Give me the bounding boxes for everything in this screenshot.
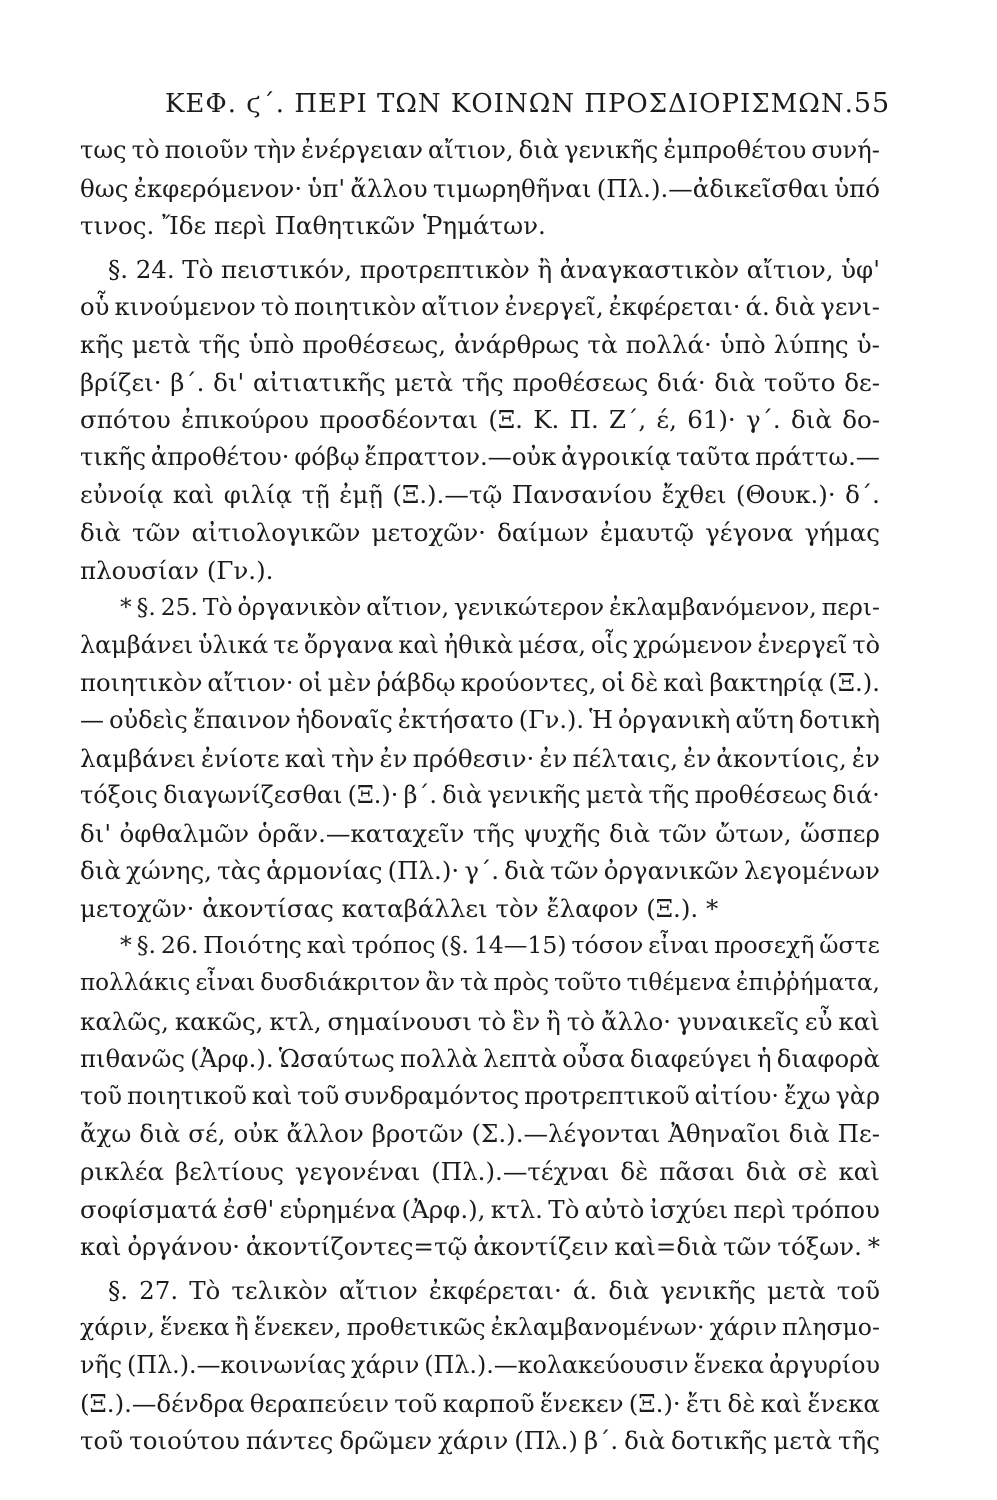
text-line: τινος. Ἴδε περὶ Παθητικῶν Ῥημάτων.	[80, 211, 546, 241]
text-line: δι' ὀφθαλμῶν ὁρᾶν.—καταχεῖν τῆς ψυχῆς διὰ τῶν ὤτων, ὥσπερ	[80, 818, 880, 848]
text-line: θως ἐκφερόμενον· ὑπ' ἄλλου τιμωρηθῆναι (Πλ.).—ἀδικεῖσθαι ὑπό	[80, 173, 880, 203]
text-line: πιθανῶς (Ἀρφ.). Ὡσαύτως πολλὰ λεπτὰ οὖσα διαφεύγει ἡ διαφορὰ	[80, 1044, 880, 1074]
running-header	[165, 88, 891, 128]
section-27-start: §. 27. Τὸ τελικὸν αἴτιον ἐκφέρεται· ά. διὰ γενικῆς μετὰ τοῦ	[108, 1275, 880, 1305]
text-line: οὗ κινούμενον τὸ ποιητικὸν αἴτιον ἐνεργεῖ, ἐκφέρεται· ά. διὰ γενι-	[80, 292, 880, 322]
text-line: ποιητικὸν αἴτιον· οἱ μὲν ῥάβδῳ κρούοντες, οἱ δὲ καὶ βακτηρίᾳ (Ξ.).	[80, 668, 880, 698]
text-line: πλουσίαν (Γν.).	[80, 555, 274, 585]
text-line: τοῦ τοιούτου πάντες δρῶμεν χάριν (Πλ.) β΄. διὰ δοτικῆς μετὰ τῆς	[80, 1426, 880, 1456]
text-line: βρίζει· β΄. δι' αἰτιατικῆς μετὰ τῆς προθέσεως διά· διὰ τοῦτο δε-	[80, 367, 880, 397]
text-line: τοῦ ποιητικοῦ καὶ τοῦ συνδραμόντος προτρεπτικοῦ αἰτίου· ἔχω γὰρ	[80, 1081, 880, 1110]
text-line: διὰ τῶν αἰτιολογικῶν μετοχῶν· δαίμων ἐμαυτῷ γέγονα γήμας	[80, 517, 880, 547]
text-line: νῆς (Πλ.).—κοινωνίας χάριν (Πλ.).—κολακεύουσιν ἕνεκα ἀργυρίου	[80, 1351, 880, 1379]
text-line: καλῶς, κακῶς, κτλ, σημαίνουσι τὸ ἓν ἢ τὸ ἄλλο· γυναικεῖς εὖ καὶ	[80, 1006, 880, 1036]
text-line: σοφίσματά ἐσθ' εὑρημένα (Ἀρφ.), κτλ. Τὸ αὐτὸ ἰσχύει περὶ τρόπου	[80, 1194, 880, 1224]
text-line: ἄχω διὰ σέ, οὐκ ἄλλον βροτῶν (Σ.).—λέγονται Ἀθηναῖοι διὰ Πε-	[80, 1119, 880, 1149]
text-line: πολλάκις εἶναι δυσδιάκριτον ἂν τὰ πρὸς τοῦτο τιθέμενα ἐπιῤῥήματα,	[80, 970, 880, 997]
running-title: ΚΕΦ. ϛ΄. ΠΕΡΙ ΤΩΝ ΚΟΙΝΩΝ ΠΡΟΣΔΙΟΡΙΣΜΩΝ.	[165, 89, 854, 119]
text-line: λαμβάνει ἐνίοτε καὶ τὴν ἐν πρόθεσιν· ἐν πέλταις, ἐν ἀκοντίοις, ἐν	[80, 743, 880, 773]
text-line: — οὐδεὶς ἔπαινον ἡδοναῖς ἐκτήσατο (Γν.). Ἡ ὀργανικὴ αὕτη δοτικὴ	[80, 705, 880, 734]
page-number: 55	[853, 88, 891, 119]
body-text	[80, 132, 880, 1460]
text-line: σπότου ἐπικούρου προσδέονται (Ξ. Κ. Π. Ζ΄, έ, 61)· γ΄. διὰ δο-	[80, 405, 880, 435]
text-line: χάριν, ἕνεκα ἢ ἕνεκεν, προθετικῶς ἐκλαμβανομένων· χάριν πλησμο-	[80, 1313, 880, 1342]
text-line: ρικλέα βελτίους γεγονέναι (Πλ.).—τέχναι δὲ πᾶσαι διὰ σὲ καὶ	[80, 1157, 880, 1187]
text-line: κῆς μετὰ τῆς ὑπὸ προθέσεως, ἀνάρθρως τὰ πολλά· ὑπὸ λύπης ὑ-	[80, 329, 880, 359]
section-24-start: §. 24. Τὸ πειστικόν, προτρεπτικὸν ἢ ἀναγκαστικὸν αἴτιον, ὑφ'	[108, 254, 880, 284]
text-line: τικῆς ἀπροθέτου· φόβῳ ἔπραττον.—οὐκ ἀγροικίᾳ ταῦτα πράττω.—	[80, 442, 880, 471]
section-25-start: * §. 25. Τὸ ὀργανικὸν αἴτιον, γενικώτερον ἐκλαμβανόμενον, περι-	[120, 593, 880, 622]
text-line: (Ξ.).—δένδρα θεραπεύειν τοῦ καρποῦ ἕνεκεν (Ξ.)· ἔτι δὲ καὶ ἕνεκα	[80, 1388, 880, 1418]
text-line: μετοχῶν· ἀκοντίσας καταβάλλει τὸν ἔλαφον (Ξ.). *	[80, 893, 719, 923]
text-line: διὰ χώνης, τὰς ἁρμονίας (Πλ.)· γ΄. διὰ τῶν ὀργανικῶν λεγομένων	[80, 856, 880, 886]
section-26-start: * §. 26. Ποιότης καὶ τρόπος (§. 14—15) τόσον εἶναι προσεχῆ ὥστε	[120, 931, 880, 960]
text-line: εὐνοίᾳ καὶ φιλίᾳ τῇ ἐμῇ (Ξ.).—τῷ Πανσανίου ἔχθει (Θουκ.)· δ΄.	[80, 480, 880, 510]
text-line: λαμβάνει ὑλικά τε ὄργανα καὶ ἠθικὰ μέσα, οἷς χρώμενον ἐνεργεῖ τὸ	[80, 630, 880, 659]
text-line: τόξοις διαγωνίζεσθαι (Ξ.)· β΄. διὰ γενικῆς μετὰ τῆς προθέσεως διά·	[80, 781, 880, 810]
text-line: καὶ ὀργάνου· ἀκοντίζοντες=τῷ ἀκοντίζειν καὶ=διὰ τῶν τόξων. *	[80, 1232, 880, 1262]
text-line: τως τὸ ποιοῦν τὴν ἐνέργειαν αἴτιον, διὰ γενικῆς ἐμπροθέτου συνή-	[80, 136, 880, 164]
